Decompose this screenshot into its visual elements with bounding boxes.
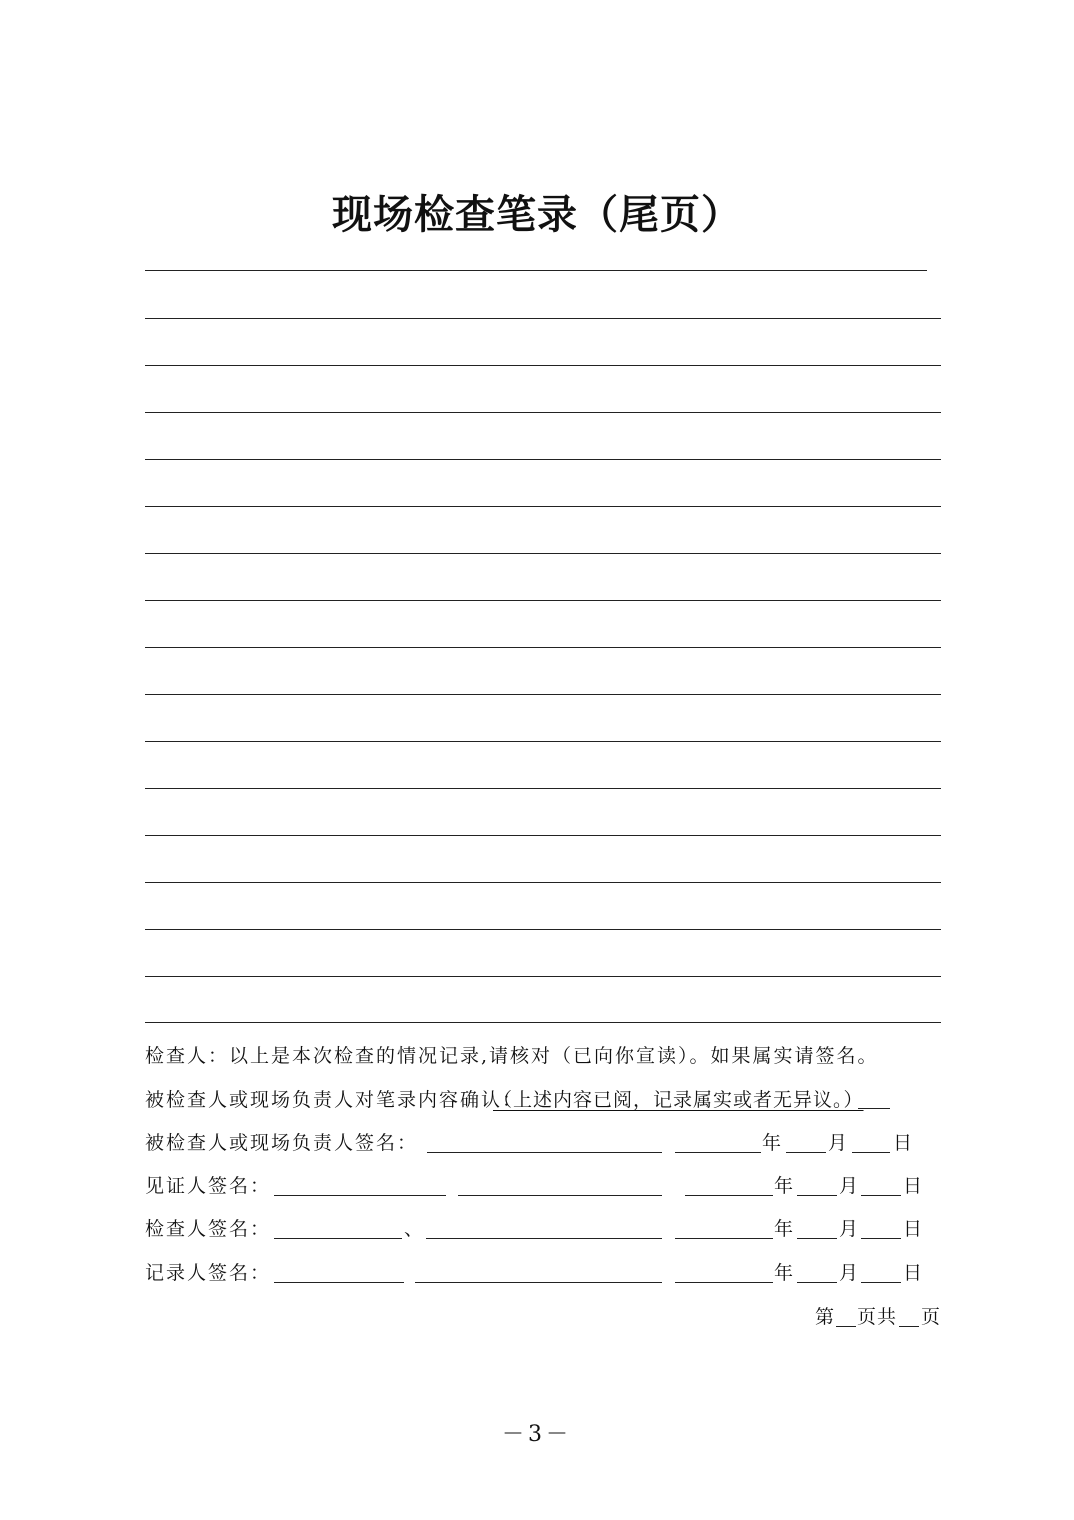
page-number: －3－	[502, 1422, 572, 1447]
recorder-year-field[interactable]	[675, 1282, 773, 1283]
page-prefix: 第	[815, 1306, 835, 1328]
writing-line[interactable]	[145, 459, 941, 460]
witness-sign-label: 见证人签名：	[145, 1175, 272, 1197]
inspector-sign-field-2[interactable]	[426, 1238, 662, 1239]
confirm-value[interactable]: （上述内容已阅，记录属实或者无异议。）	[493, 1089, 864, 1111]
recorder-sign-label: 记录人签名：	[145, 1262, 272, 1284]
writing-line[interactable]	[145, 647, 941, 648]
writing-line[interactable]	[145, 365, 941, 366]
month-label: 月	[839, 1262, 859, 1284]
document-title: 现场检查笔录（尾页）	[332, 192, 742, 238]
witness-year-field[interactable]	[685, 1195, 773, 1196]
writing-line[interactable]	[145, 412, 941, 413]
confirm-blank[interactable]	[858, 1108, 890, 1109]
writing-line[interactable]	[145, 506, 941, 507]
page-suffix: 页	[921, 1306, 941, 1328]
writing-line[interactable]	[145, 600, 941, 601]
month-label: 月	[839, 1175, 859, 1197]
inspector-year-field[interactable]	[675, 1238, 773, 1239]
month-label: 月	[828, 1132, 848, 1154]
witness-month-field[interactable]	[797, 1195, 837, 1196]
writing-line[interactable]	[145, 835, 941, 836]
writing-line[interactable]	[145, 1022, 941, 1023]
inspected-sign-label: 被检查人或现场负责人签名：	[145, 1132, 419, 1154]
witness-sign-field-1[interactable]	[274, 1195, 446, 1196]
separator: 、	[404, 1218, 424, 1240]
recorder-month-field[interactable]	[797, 1282, 837, 1283]
page-mid: 页共	[857, 1306, 898, 1328]
writing-line[interactable]	[145, 553, 941, 554]
day-label: 日	[903, 1175, 923, 1197]
writing-line[interactable]	[145, 741, 941, 742]
writing-line[interactable]	[145, 318, 941, 319]
witness-sign-field-2[interactable]	[458, 1195, 662, 1196]
witness-day-field[interactable]	[861, 1195, 901, 1196]
year-label: 年	[774, 1262, 794, 1284]
writing-line[interactable]	[145, 929, 941, 930]
recorder-day-field[interactable]	[861, 1282, 901, 1283]
inspector-statement: 检查人：以上是本次检查的情况记录,请核对（已向你宣读）。如果属实请签名。	[145, 1045, 879, 1067]
inspector-day-field[interactable]	[861, 1238, 901, 1239]
inspector-sign-label: 检查人签名：	[145, 1218, 272, 1240]
inspected-day-field[interactable]	[852, 1152, 890, 1153]
page-current-field[interactable]	[836, 1326, 856, 1327]
year-label: 年	[762, 1132, 782, 1154]
writing-line[interactable]	[145, 976, 941, 977]
confirm-label: 被检查人或现场负责人对笔录内容确认：	[145, 1089, 524, 1111]
writing-line[interactable]	[145, 694, 941, 695]
writing-line[interactable]	[145, 270, 927, 271]
day-label: 日	[903, 1262, 923, 1284]
recorder-sign-field-1[interactable]	[274, 1282, 404, 1283]
writing-line[interactable]	[145, 788, 941, 789]
inspected-month-field[interactable]	[786, 1152, 826, 1153]
day-label: 日	[893, 1132, 913, 1154]
inspected-year-field[interactable]	[675, 1152, 761, 1153]
recorder-sign-field-2[interactable]	[415, 1282, 662, 1283]
month-label: 月	[839, 1218, 859, 1240]
year-label: 年	[774, 1218, 794, 1240]
inspector-month-field[interactable]	[797, 1238, 837, 1239]
inspector-sign-field-1[interactable]	[274, 1238, 402, 1239]
year-label: 年	[774, 1175, 794, 1197]
inspected-sign-field[interactable]	[427, 1152, 662, 1153]
writing-line[interactable]	[145, 882, 941, 883]
day-label: 日	[903, 1218, 923, 1240]
page-total-field[interactable]	[899, 1326, 919, 1327]
